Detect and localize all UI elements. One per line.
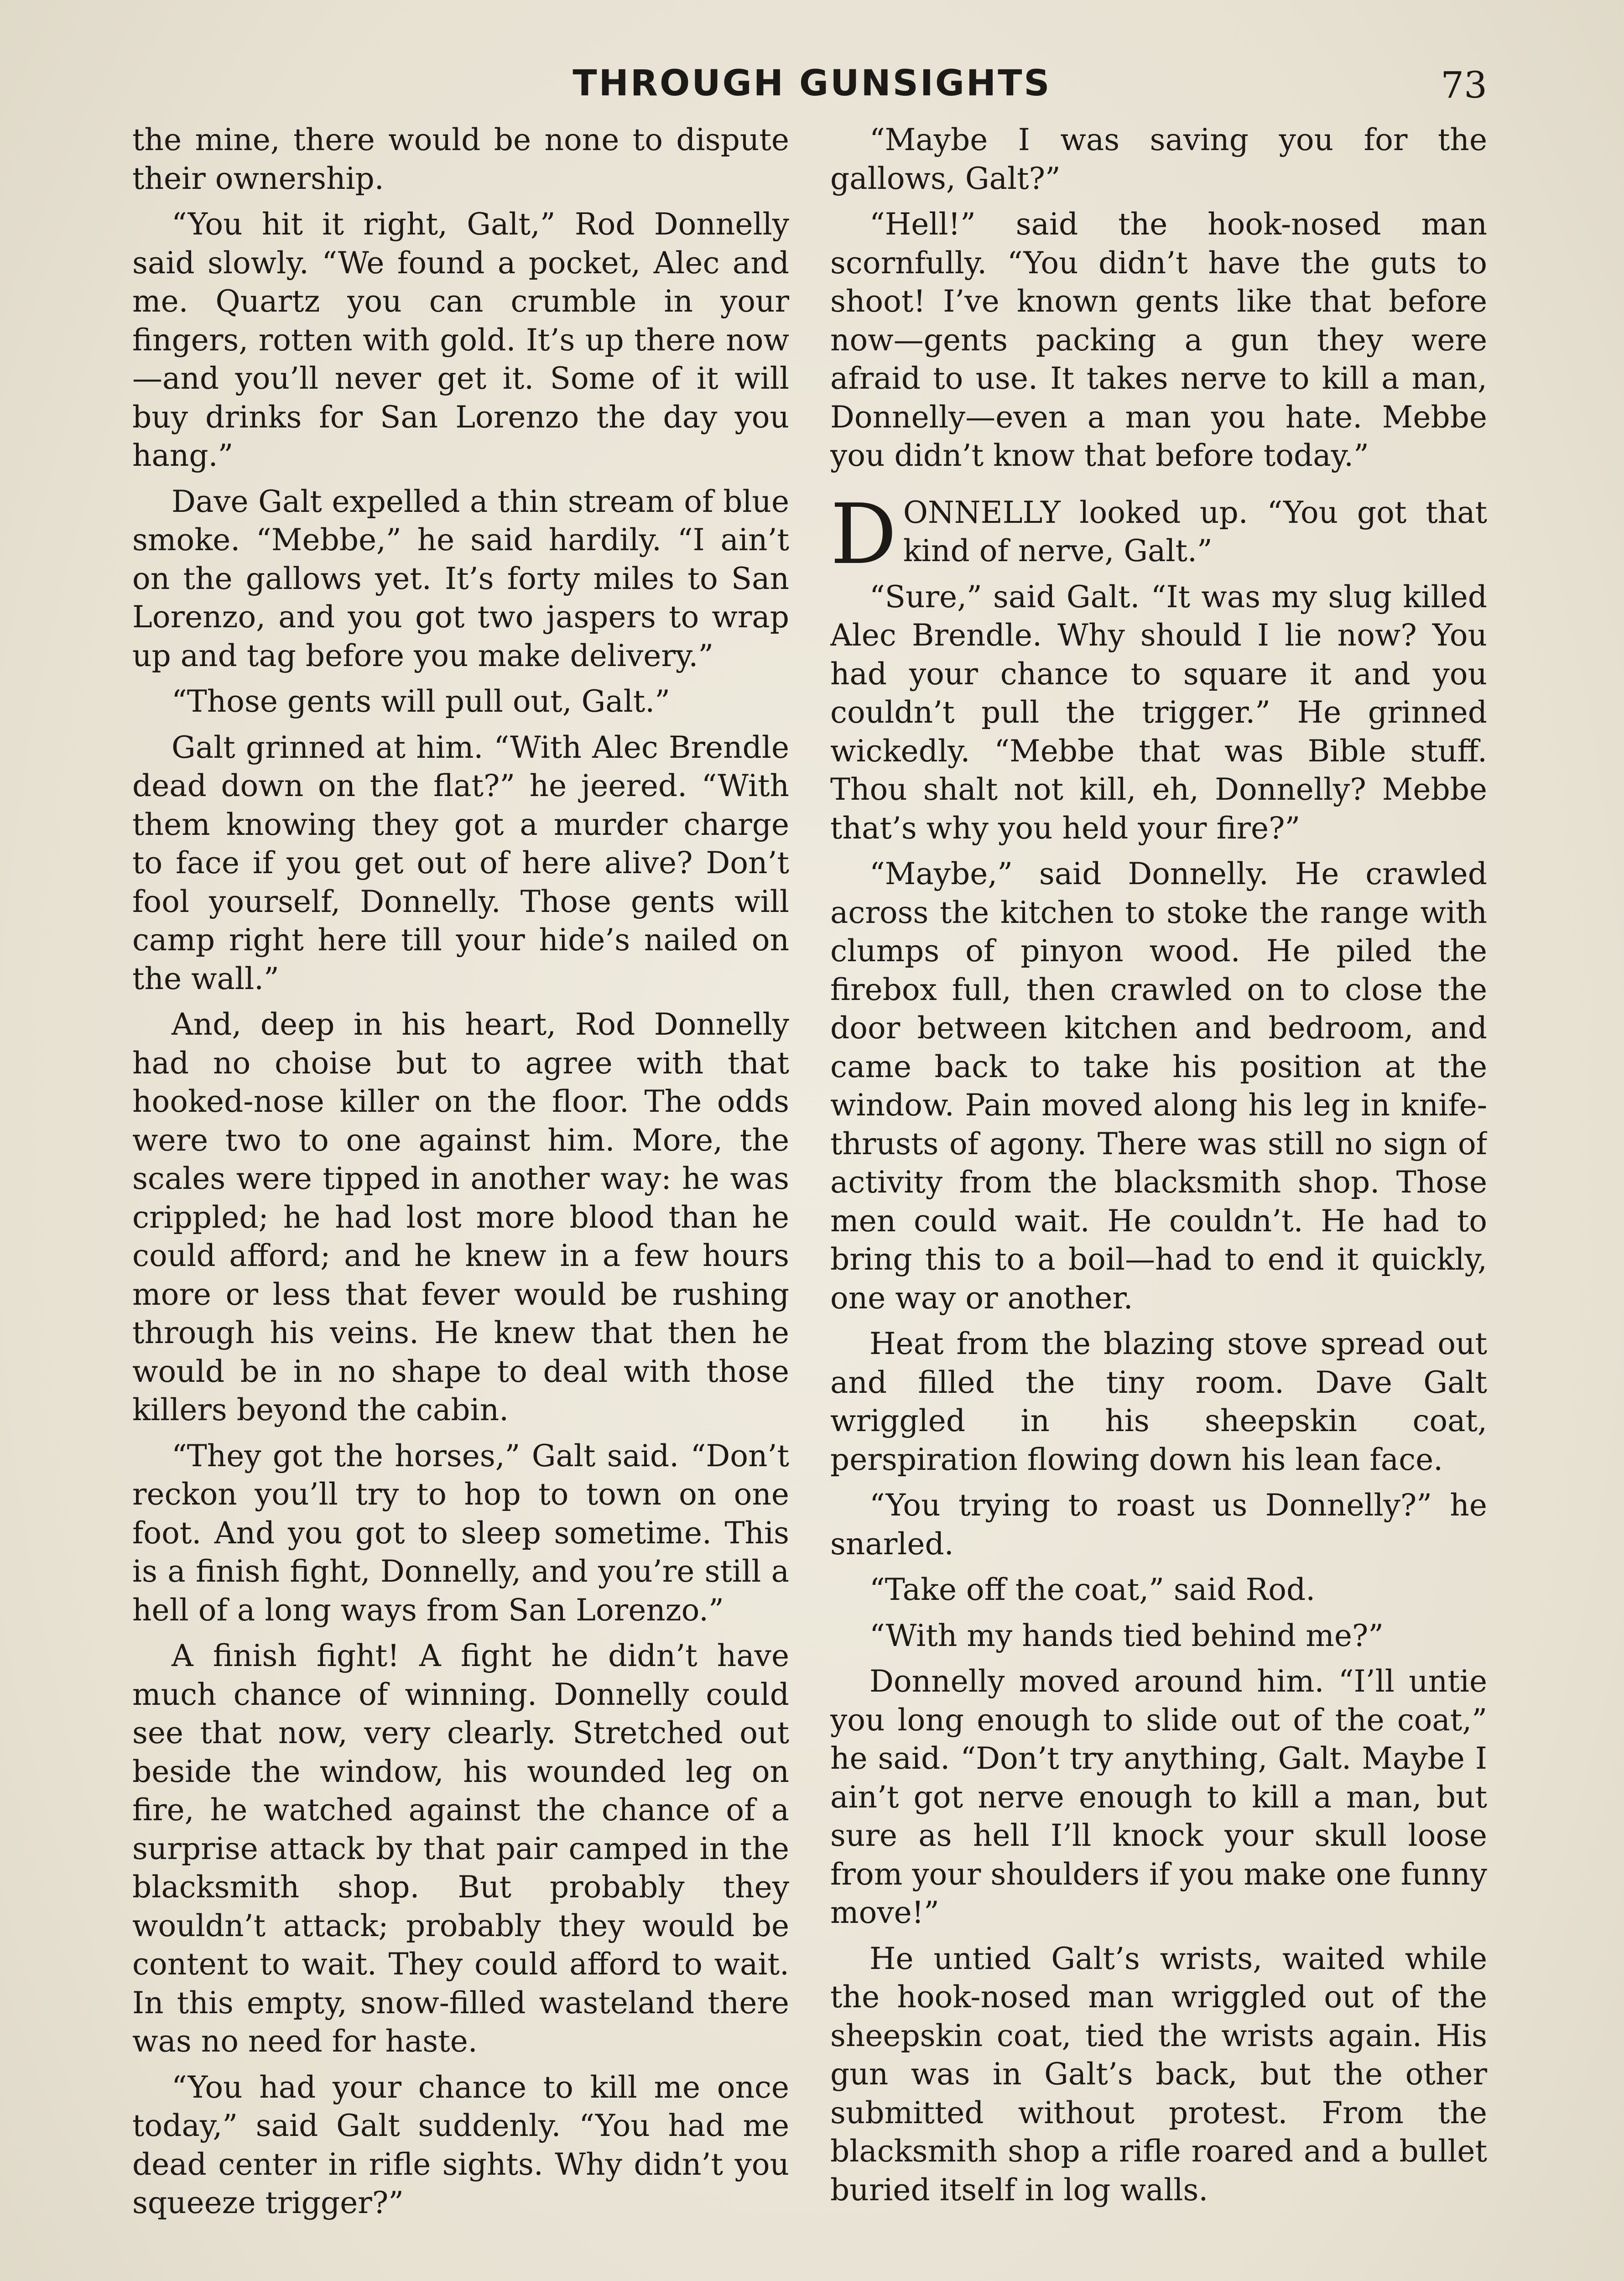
section-paragraph: [830, 485, 1487, 583]
paragraph: He untied Galt’s wrists, waited while the hook-nosed man wriggled out of the sheepskin coat, tied the wrists again. His gun was in Galt’s back, but the other submitted without protest. From the blacksmith shop a rifle roared and a bullet buried itself in log walls.: [830, 1941, 1487, 2208]
right-column: [830, 121, 1487, 2281]
drop-cap: D: [830, 485, 897, 583]
paragraph: Dave Galt expelled a thin stream of blue smoke. “Mebbe,” he said hardily. “I ain’t on the gallows yet. It’s forty miles to San Lorenzo, and you got two jaspers to wrap up and tag before you make delivery.”: [132, 484, 789, 673]
running-header-title: THROUGH GUNSIGHTS: [573, 63, 1051, 104]
paragraph: “With my hands tied behind me?”: [869, 1618, 1384, 1653]
paragraph: “Maybe,” said Donnelly. He crawled across the kitchen to stoke the range with clumps of pinyon wood. He piled the firebox full, then crawled on to close the door between kitchen and bedroom, and came back to take his position at the window. Pain moved along his leg in knife-thrusts of agony. There was still no sign of activity from the blacksmith shop. Those men could wait. He couldn’t. He had to bring this to a boil—had to end it quickly, one way or another.: [830, 856, 1487, 1316]
drop-cap-paragraph-text: ONNELLY looked up. “You got that kind of nerve, Galt.”: [903, 495, 1487, 568]
paragraph: A finish fight! A fight he didn’t have much chance of winning. Donnelly could see that now, very clearly. Stretched out beside the window, his wounded leg on fire, he watched against the chance of a surprise attack by that pair camped in the blacksmith shop. But probably they wouldn’t attack; probably they would be content to wait. They could afford to wait. In this empty, snow-filled wasteland there was no need for haste.: [132, 1638, 789, 2059]
paragraph: And, deep in his heart, Rod Donnelly had no choise but to agree with that hooked-nose killer on the floor. The odds were two to one against him. More, the scales were tipped in another way: he was crippled; he had lost more blood than he could afford; and he knew in a few hours more or less that fever would be rushing through his veins. He knew that then he would be in no shape to deal with those killers beyond the cabin.: [132, 1007, 789, 1427]
paragraph: “Those gents will pull out, Galt.”: [172, 684, 670, 719]
paragraph: “You had your chance to kill me once today,” said Galt suddenly. “You had me dead center in rifle sights. Why didn’t you squeeze trigger?”: [132, 2069, 789, 2220]
paragraph: “Hell!” said the hook-nosed man scornfully. “You didn’t have the guts to shoot! I’ve known gents like that before now—gents packing a gun they were afraid to use. It takes nerve to kill a man, Donnelly—even a man you hate. Mebbe you didn’t know that before today.”: [830, 207, 1487, 473]
paragraph: “You trying to roast us Donnelly?” he snarled.: [830, 1488, 1487, 1562]
left-column: [132, 121, 789, 2281]
paragraph: “They got the horses,” Galt said. “Don’t reckon you’ll try to hop to town on one foot. And you got to sleep sometime. This is a finish fight, Donnelly, and you’re still a hell of a long ways from San Lorenzo.”: [132, 1438, 789, 1628]
paragraph: Donnelly moved around him. “I’ll untie you long enough to slide out of the coat,” he said. “Don’t try anything, Galt. Maybe I ain’t got nerve enough to kill a man, but sure as hell I’ll knock your skull loose from your shoulders if you make one funny move!”: [830, 1664, 1487, 1930]
paragraph: “You hit it right, Galt,” Rod Donnelly said slowly. “We found a pocket, Alec and me. Quartz you can crumble in your fingers, rotten with gold. It’s up there now—and you’ll never get it. Some of it will buy drinks for San Lorenzo the day you hang.”: [132, 207, 789, 473]
paragraph: “Maybe I was saving you for the gallows, Galt?”: [830, 122, 1487, 196]
paragraph: the mine, there would be none to dispute their ownership.: [132, 122, 789, 196]
paragraph: Heat from the blazing stove spread out and filled the tiny room. Dave Galt wriggled in his sheepskin coat, perspiration flowing down his lean face.: [830, 1326, 1487, 1477]
paragraph: “Sure,” said Galt. “It was my slug killed Alec Brendle. Why should I lie now? You had your chance to square it and you couldn’t pull the trigger.” He grinned wickedly. “Mebbe that was Bible stuff. Thou shalt not kill, eh, Donnelly? Mebbe that’s why you held your fire?”: [830, 579, 1487, 846]
paragraph: Galt grinned at him. “With Alec Brendle dead down on the flat?” he jeered. “With them knowing they got a murder charge to face if you get out of here alive? Don’t fool yourself, Donnelly. Those gents will camp right here till your hide’s nailed on the wall.”: [132, 729, 789, 996]
page-number: 73: [1441, 64, 1487, 106]
paragraph: “Take off the coat,” said Rod.: [869, 1572, 1316, 1607]
